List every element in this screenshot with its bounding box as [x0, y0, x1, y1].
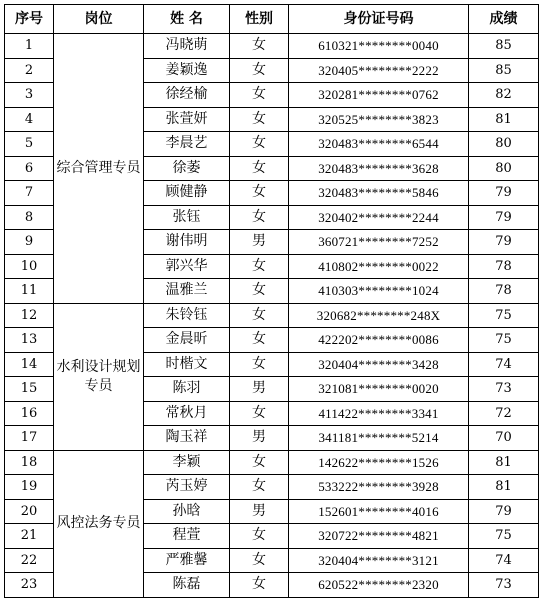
name-cell: 温雅兰 [144, 279, 230, 304]
header-id-number: 身份证号码 [289, 5, 469, 34]
name-cell: 张萱妍 [144, 107, 230, 132]
id-number-cell: 410802********0022 [289, 254, 469, 279]
id-number-cell: 321081********0020 [289, 377, 469, 402]
serial-number-cell: 4 [5, 107, 54, 132]
score-cell: 78 [469, 254, 539, 279]
table-body [5, 34, 539, 598]
serial-number-cell: 21 [5, 524, 54, 549]
serial-number-cell: 20 [5, 499, 54, 524]
gender-cell: 女 [230, 328, 289, 353]
name-cell: 郭兴华 [144, 254, 230, 279]
score-cell: 78 [469, 279, 539, 304]
id-number-cell: 320483********6544 [289, 132, 469, 157]
serial-number-cell: 23 [5, 573, 54, 598]
name-cell: 程萱 [144, 524, 230, 549]
id-number-cell: 320404********3121 [289, 548, 469, 573]
header-position: 岗位 [54, 5, 144, 34]
serial-number-cell: 1 [5, 34, 54, 59]
header-serial: 序号 [5, 5, 54, 34]
id-number-cell: 152601********4016 [289, 499, 469, 524]
gender-cell: 女 [230, 132, 289, 157]
serial-number-cell: 13 [5, 328, 54, 353]
score-cell: 80 [469, 156, 539, 181]
position-cell: 风控法务专员 [54, 450, 144, 597]
id-number-cell: 411422********3341 [289, 401, 469, 426]
name-cell: 陶玉祥 [144, 426, 230, 451]
gender-cell: 女 [230, 58, 289, 83]
gender-cell: 女 [230, 34, 289, 59]
name-cell: 陈磊 [144, 573, 230, 598]
serial-number-cell: 8 [5, 205, 54, 230]
id-number-cell: 610321********0040 [289, 34, 469, 59]
gender-cell: 女 [230, 303, 289, 328]
id-number-cell: 320483********3628 [289, 156, 469, 181]
score-cell: 79 [469, 499, 539, 524]
header-name: 姓 名 [144, 5, 230, 34]
name-cell: 时楷文 [144, 352, 230, 377]
serial-number-cell: 5 [5, 132, 54, 157]
serial-number-cell: 10 [5, 254, 54, 279]
score-cell: 79 [469, 205, 539, 230]
id-number-cell: 320483********5846 [289, 181, 469, 206]
header-score: 成绩 [469, 5, 539, 34]
score-cell: 72 [469, 401, 539, 426]
score-cell: 70 [469, 426, 539, 451]
gender-cell: 女 [230, 401, 289, 426]
serial-number-cell: 11 [5, 279, 54, 304]
gender-cell: 女 [230, 450, 289, 475]
score-cell: 85 [469, 34, 539, 59]
id-number-cell: 320722********4821 [289, 524, 469, 549]
name-cell: 严雅馨 [144, 548, 230, 573]
name-cell: 芮玉婷 [144, 475, 230, 500]
name-cell: 朱铃钰 [144, 303, 230, 328]
id-number-cell: 620522********2320 [289, 573, 469, 598]
id-number-cell: 320682********248X [289, 303, 469, 328]
name-cell: 常秋月 [144, 401, 230, 426]
gender-cell: 女 [230, 548, 289, 573]
gender-cell: 男 [230, 230, 289, 255]
header-row [5, 5, 539, 34]
name-cell: 李晨艺 [144, 132, 230, 157]
serial-number-cell: 3 [5, 83, 54, 108]
gender-cell: 女 [230, 83, 289, 108]
name-cell: 李颖 [144, 450, 230, 475]
gender-cell: 女 [230, 279, 289, 304]
name-cell: 徐经榆 [144, 83, 230, 108]
score-cell: 73 [469, 573, 539, 598]
name-cell: 张钰 [144, 205, 230, 230]
id-number-cell: 533222********3928 [289, 475, 469, 500]
position-cell: 水利设计规划专员 [54, 303, 144, 450]
gender-cell: 女 [230, 205, 289, 230]
score-cell: 74 [469, 548, 539, 573]
gender-cell: 男 [230, 426, 289, 451]
name-cell: 金晨昕 [144, 328, 230, 353]
name-cell: 孙晗 [144, 499, 230, 524]
id-number-cell: 320402********2244 [289, 205, 469, 230]
table-row [5, 303, 539, 328]
header-gender: 性别 [230, 5, 289, 34]
serial-number-cell: 15 [5, 377, 54, 402]
name-cell: 姜颖逸 [144, 58, 230, 83]
gender-cell: 女 [230, 156, 289, 181]
score-cell: 80 [469, 132, 539, 157]
score-cell: 79 [469, 230, 539, 255]
serial-number-cell: 19 [5, 475, 54, 500]
id-number-cell: 341181********5214 [289, 426, 469, 451]
gender-cell: 女 [230, 107, 289, 132]
score-cell: 75 [469, 303, 539, 328]
gender-cell: 女 [230, 475, 289, 500]
gender-cell: 女 [230, 573, 289, 598]
results-table [4, 4, 539, 598]
id-number-cell: 320404********3428 [289, 352, 469, 377]
id-number-cell: 422202********0086 [289, 328, 469, 353]
serial-number-cell: 9 [5, 230, 54, 255]
serial-number-cell: 16 [5, 401, 54, 426]
serial-number-cell: 18 [5, 450, 54, 475]
id-number-cell: 360721********7252 [289, 230, 469, 255]
name-cell: 陈羽 [144, 377, 230, 402]
name-cell: 谢伟明 [144, 230, 230, 255]
serial-number-cell: 17 [5, 426, 54, 451]
score-cell: 79 [469, 181, 539, 206]
id-number-cell: 320525********3823 [289, 107, 469, 132]
name-cell: 徐萎 [144, 156, 230, 181]
score-cell: 81 [469, 107, 539, 132]
gender-cell: 女 [230, 254, 289, 279]
score-cell: 81 [469, 450, 539, 475]
gender-cell: 女 [230, 181, 289, 206]
score-cell: 85 [469, 58, 539, 83]
position-cell: 综合管理专员 [54, 34, 144, 304]
table-row [5, 34, 539, 59]
gender-cell: 女 [230, 352, 289, 377]
id-number-cell: 142622********1526 [289, 450, 469, 475]
serial-number-cell: 22 [5, 548, 54, 573]
score-cell: 73 [469, 377, 539, 402]
score-cell: 81 [469, 475, 539, 500]
gender-cell: 男 [230, 499, 289, 524]
id-number-cell: 410303********1024 [289, 279, 469, 304]
serial-number-cell: 7 [5, 181, 54, 206]
gender-cell: 女 [230, 524, 289, 549]
score-cell: 74 [469, 352, 539, 377]
score-cell: 75 [469, 328, 539, 353]
serial-number-cell: 6 [5, 156, 54, 181]
gender-cell: 男 [230, 377, 289, 402]
name-cell: 冯晓萌 [144, 34, 230, 59]
serial-number-cell: 12 [5, 303, 54, 328]
name-cell: 顾健静 [144, 181, 230, 206]
score-cell: 82 [469, 83, 539, 108]
serial-number-cell: 14 [5, 352, 54, 377]
score-cell: 75 [469, 524, 539, 549]
id-number-cell: 320281********0762 [289, 83, 469, 108]
id-number-cell: 320405********2222 [289, 58, 469, 83]
table-row [5, 450, 539, 475]
serial-number-cell: 2 [5, 58, 54, 83]
